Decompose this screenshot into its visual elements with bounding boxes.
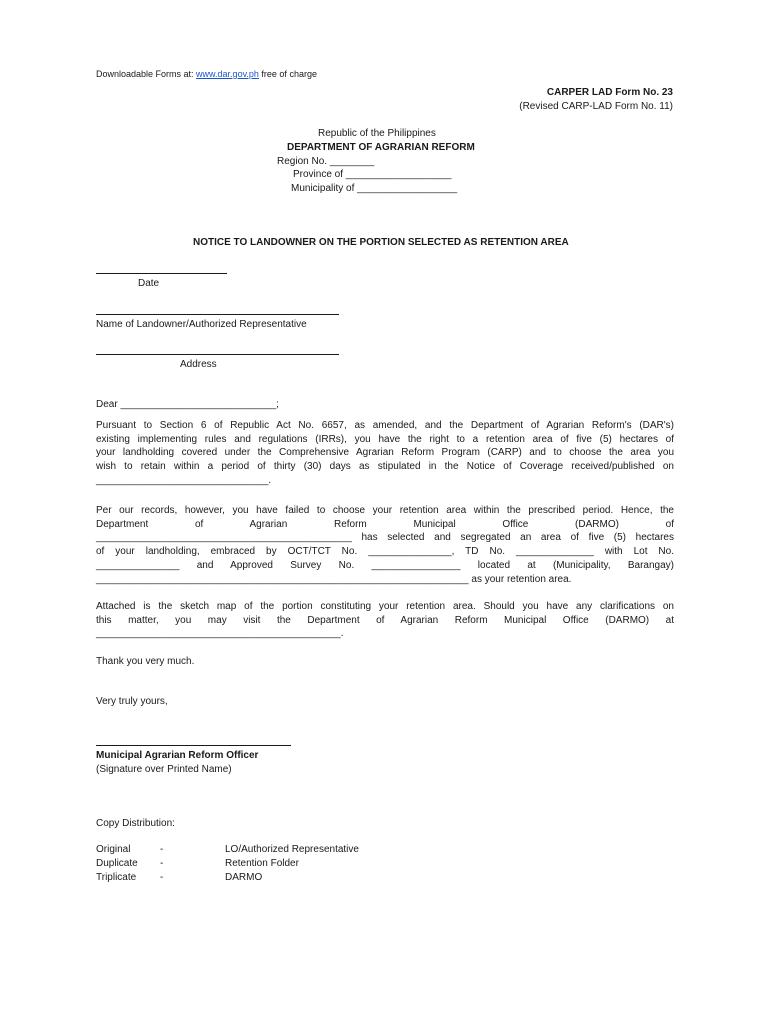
paragraph2-line: ______________________________________________ has selected and segregated an area of five (5) hectares — [96, 532, 674, 544]
download-prefix: Downloadable Forms at: — [96, 69, 197, 79]
paragraph-selected-area — [96, 504, 674, 586]
copy-recipient-original: LO/Authorized Representative — [225, 844, 359, 855]
copy-label-duplicate: Duplicate — [96, 858, 138, 869]
copy-recipient-triplicate: DARMO — [225, 872, 263, 883]
paragraph1-line: _______________________________. — [96, 474, 272, 486]
copy-label-original: Original — [96, 844, 131, 855]
paragraph3-line: Attached is the sketch map of the portion constituting your retention area. Should you have any clarifications on — [96, 601, 674, 612]
paragraph2-line: ___________________________________________________________________ as your retention area. — [96, 573, 572, 585]
paragraph-sketch-map — [96, 600, 674, 641]
name-label: Name of Landowner/Authorized Representative — [96, 319, 307, 330]
thanks-line: Thank you very much. — [96, 656, 195, 667]
copy-dash: - — [160, 872, 164, 883]
closing-line: Very truly yours, — [96, 696, 168, 707]
republic-line: Republic of the Philippines — [318, 128, 436, 139]
address-blank-line — [96, 354, 339, 355]
notice-title: NOTICE TO LANDOWNER ON THE PORTION SELECTED AS RETENTION AREA — [193, 237, 569, 248]
copy-recipient-duplicate: Retention Folder — [225, 858, 299, 869]
copy-dash: - — [160, 858, 164, 869]
paragraph-retention-right — [96, 419, 674, 488]
paragraph3-line: this matter, you may visit the Department of Agrarian Reform Municipal Office (DARMO) at — [96, 614, 674, 626]
date-label: Date — [138, 278, 160, 289]
region-line: Region No. ________ — [277, 156, 375, 167]
form-revision: (Revised CARP-LAD Form No. 11) — [519, 101, 673, 112]
date-blank-line — [96, 273, 227, 274]
paragraph1-line: your landholding covered under the Comprehensive Agrarian Reform Program (CARP) and to choose the area you — [96, 447, 674, 459]
copy-dash: - — [160, 844, 164, 855]
municipality-line: Municipality of __________________ — [291, 183, 458, 194]
download-note — [96, 68, 317, 81]
paragraph2-line: of your landholding, embraced by OCT/TCT No. _______________, TD No. ______________ with Lot No. — [96, 546, 674, 558]
form-number: CARPER LAD Form No. 23 — [546, 87, 673, 98]
signatory-note: (Signature over Printed Name) — [96, 764, 232, 775]
paragraph2-line: _______________ and Approved Survey No. ________________ located at (Municipality, Barangay) — [96, 559, 674, 571]
paragraph1-line: existing implementing rules and regulations (IRRs), you have the right to a retention area of five (5) hectares of — [96, 433, 674, 445]
dar-website-link[interactable]: www.dar.gov.ph — [196, 69, 259, 79]
paragraph2-line: Department of Agrarian Reform Municipal Office (DARMO) of — [96, 518, 674, 530]
name-blank-line — [96, 314, 339, 315]
copy-distribution-heading: Copy Distribution: — [96, 818, 175, 829]
paragraph3-line: ____________________________________________. — [96, 628, 344, 640]
salutation: Dear ____________________________; — [96, 399, 279, 410]
paragraph2-line: Per our records, however, you have failed to choose your retention area within the prescribed period. Hence, the — [96, 505, 674, 516]
address-label: Address — [180, 359, 217, 370]
download-suffix: free of charge — [258, 69, 317, 79]
paragraph1-line: Pursuant to Section 6 of Republic Act No. 6657, as amended, and the Department of Agrarian Reform's (DAR's) — [96, 420, 674, 431]
province-line: Province of ___________________ — [293, 169, 452, 180]
signatory-title: Municipal Agrarian Reform Officer — [96, 750, 259, 761]
paragraph1-line: wish to retain within a period of thirty (30) days as stipulated in the Notice of Coverage received/published on — [96, 461, 674, 473]
department-name: DEPARTMENT OF AGRARIAN REFORM — [287, 142, 475, 153]
signature-line — [96, 745, 291, 746]
copy-label-triplicate: Triplicate — [96, 872, 137, 883]
